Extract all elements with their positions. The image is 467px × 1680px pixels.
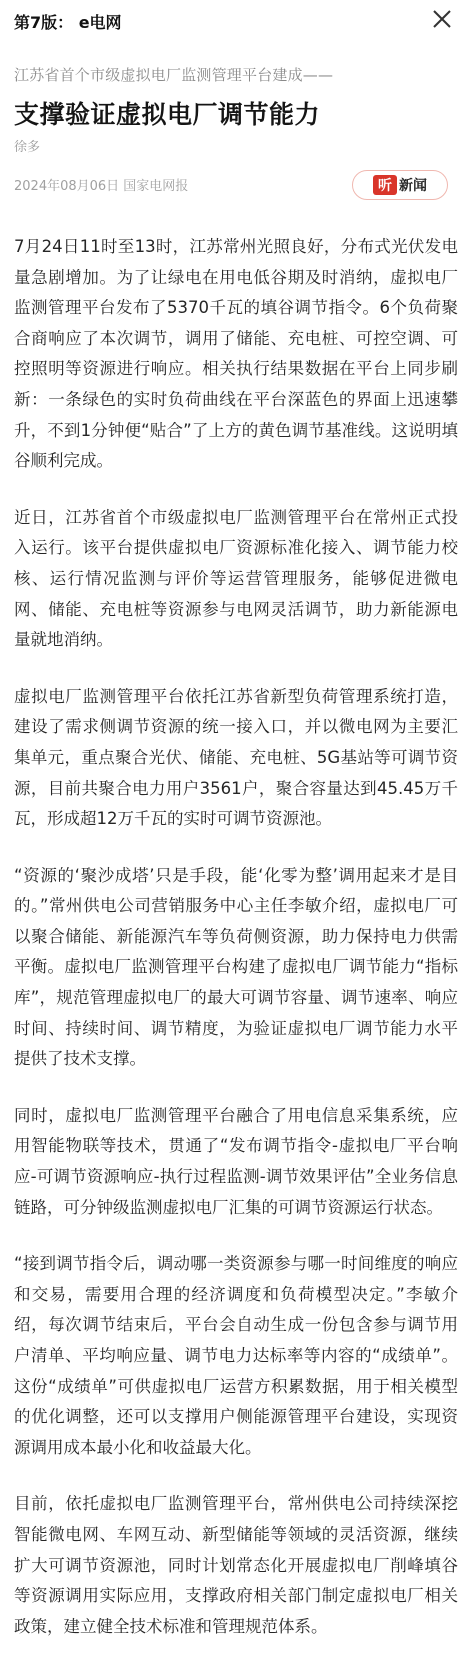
article-author: 徐多 (14, 140, 41, 155)
listen-label: 新闻 (399, 178, 427, 194)
listen-news-button[interactable] (352, 170, 448, 200)
close-icon[interactable] (429, 6, 455, 32)
listen-icon: 听 (373, 175, 397, 195)
article-paragraph: “资源的‘聚沙成塔’只是手段，能‘化零为整’调用起来才是目的。”常州供电公司营销服务中心主任李敏介绍，虚拟电厂可以聚合储能、新能源汽车等负荷侧资源，助力保持电力供需平衡。虚拟电厂监测管理平台构建了虚拟电厂调节能力“指标库”，规范管理虚拟电厂的最大可调节容量、调节速率、响应时间、持续时间、调节精度，为验证虚拟电厂调节能力水平提供了技术支撑。 (14, 865, 458, 1069)
section-title: 第7版： e电网 (14, 13, 122, 32)
article-paragraph: 近日，江苏省首个市级虚拟电厂监测管理平台在常州正式投入运行。该平台提供虚拟电厂资源标准化接入、调节能力校核、运行情况监测与评价等运营管理服务，能够促进微电网、储能、充电桩等资源参与电网灵活调节，助力新能源电量就地消纳。 (14, 507, 458, 650)
article-subtitle: 江苏省首个市级虚拟电厂监测管理平台建成—— (14, 66, 334, 84)
article-title: 支撑验证虚拟电厂调节能力 (14, 100, 321, 129)
article-paragraph: 7月24日11时至13时，江苏常州光照良好，分布式光伏发电量急剧增加。为了让绿电在用电低谷期及时消纳，虚拟电厂监测管理平台发布了5370千瓦的填谷调节指令。6个负荷聚合商响应了本次调节，调用了储能、充电桩、可控空调、可控照明等资源进行响应。相关执行结果数据在平台上同步刷新：一条绿色的实时负荷曲线在平台深蓝色的界面上迅速攀升，不到1分钟便“贴合”了上方的黄色调节基准线。这说明填谷顺利完成。 (14, 237, 458, 471)
close-button[interactable] (429, 6, 455, 32)
top-bar (0, 0, 467, 44)
article-paragraph: 同时，虚拟电厂监测管理平台融合了用电信息采集系统，应用智能物联等技术，贯通了“发布调节指令-虚拟电厂平台响应-可调节资源响应-执行过程监测-调节效果评估”全业务信息链路，可分钟级监测虚拟电厂汇集的可调节资源运行状态。 (14, 1105, 458, 1217)
article-paragraph: 虚拟电厂监测管理平台依托江苏省新型负荷管理系统打造，建设了需求侧调节资源的统一接入口，并以微电网为主要汇集单元，重点聚合光伏、储能、充电桩、5G基站等可调节资源，目前共聚合电力用户3561户，聚合容量达到45.45万千瓦，形成超12万千瓦的实时可调节资源池。 (14, 686, 458, 829)
article-body (14, 232, 458, 1668)
article-date-source: 2024年08月06日 国家电网报 (14, 179, 189, 194)
article-paragraph: 目前，依托虚拟电厂监测管理平台，常州供电公司持续深挖智能微电网、车网互动、新型储能等领域的灵活资源，继续扩大可调节资源池，同时计划常态化开展虚拟电厂削峰填谷等资源调用实际应用，支撑政府相关部门制定虚拟电厂相关政策，建立健全技术标准和管理规范体系。 (14, 1494, 458, 1636)
article-paragraph: “接到调节指令后，调动哪一类资源参与哪一时间维度的响应和交易，需要用合理的经济调度和负荷模型决定。”李敏介绍，每次调节结束后，平台会自动生成一份包含参与调节用户清单、平均响应量、调节电力达标率等内容的“成绩单”。这份“成绩单”可供虚拟电厂运营方积累数据，用于相关模型的优化调整，还可以支撑用户侧能源管理平台建设，实现资源调用成本最小化和收益最大化。 (14, 1254, 458, 1457)
